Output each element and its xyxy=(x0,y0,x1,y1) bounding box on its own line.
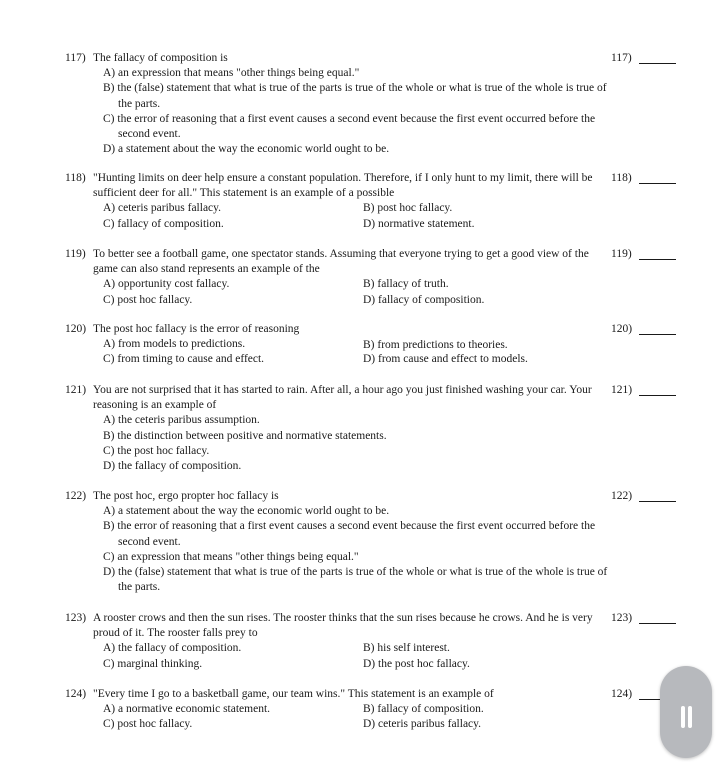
option-a: A) from models to predictions. xyxy=(103,338,246,351)
option-d: D) the post hoc fallacy. xyxy=(363,657,470,670)
option-b: B) the error of reasoning that a first event causes a second event because the first event occurred before the second event. xyxy=(103,520,596,548)
question-stem: You are not surprised that it has started to rain. After all, a hour ago you just finished washing your car. Your reasoning is an example of xyxy=(93,384,592,412)
option-a: A) the fallacy of composition. xyxy=(103,642,242,655)
option-a: A) the ceteris paribus assumption. xyxy=(103,414,260,427)
option-c: C) the error of reasoning that a first event causes a second event because the first event occurred before the second event. xyxy=(103,112,596,140)
answer-blank[interactable] xyxy=(639,63,676,64)
answer-blank[interactable] xyxy=(639,501,676,502)
option-d: D) the (false) statement that what is true of the parts is true of the whole or what is true of the whole is true of the parts. xyxy=(103,566,608,594)
option-c: C) post hoc fallacy. xyxy=(103,718,193,731)
answer-number: 124) xyxy=(611,688,633,700)
option-b: B) the (false) statement that what is true of the parts is true of the whole or what is true of the whole is true of the parts. xyxy=(103,82,607,110)
answer-number: 120) xyxy=(611,323,633,335)
answer-blank[interactable] xyxy=(639,259,676,260)
option-c: C) an expression that means "other things being equal." xyxy=(103,550,359,563)
option-a: A) an expression that means "other things being equal." xyxy=(103,67,360,80)
option-b: B) fallacy of composition. xyxy=(363,703,484,716)
question-number: 121) xyxy=(65,384,87,396)
option-a: A) a statement about the way the economic world ought to be. xyxy=(103,505,390,518)
option-d: D) a statement about the way the economic world ought to be. xyxy=(103,143,390,156)
answer-number: 123) xyxy=(611,612,633,624)
question-number: 123) xyxy=(65,612,87,624)
question-number: 120) xyxy=(65,323,87,335)
question-stem: "Hunting limits on deer help ensure a constant population. Therefore, if I only hunt to my limit, there will be sufficient deer for all." This statement is an example of a possible xyxy=(93,172,593,200)
question-stem: The fallacy of composition is xyxy=(93,52,228,64)
option-b: B) his self interest. xyxy=(363,642,450,655)
question-stem: The post hoc fallacy is the error of reasoning xyxy=(93,323,300,335)
answer-blank[interactable] xyxy=(639,623,676,624)
answer-number: 117) xyxy=(611,52,632,64)
scroll-handle[interactable] xyxy=(660,666,712,758)
option-d: D) from cause and effect to models. xyxy=(363,353,528,366)
option-a: A) opportunity cost fallacy. xyxy=(103,278,230,291)
answer-blank[interactable] xyxy=(639,183,676,184)
option-c: C) marginal thinking. xyxy=(103,657,203,670)
answer-number: 122) xyxy=(611,490,633,502)
answer-number: 121) xyxy=(611,384,633,396)
option-c: C) post hoc fallacy. xyxy=(103,293,193,306)
option-c: C) the post hoc fallacy. xyxy=(103,444,210,457)
option-d: D) ceteris paribus fallacy. xyxy=(363,718,482,731)
answer-number: 119) xyxy=(611,248,632,260)
question-number: 124) xyxy=(65,688,87,700)
question-number: 117) xyxy=(65,52,86,64)
question-number: 122) xyxy=(65,490,87,502)
question-stem: A rooster crows and then the sun rises. The rooster thinks that the sun rises because he crows. And he is very proud of it. The rooster falls prey to xyxy=(93,612,593,640)
answer-blank[interactable] xyxy=(639,334,676,335)
option-c: C) from timing to cause and effect. xyxy=(103,353,265,366)
answer-blank[interactable] xyxy=(639,395,676,396)
question-stem: "Every time I go to a basketball game, our team wins." This statement is an example of xyxy=(93,688,494,700)
option-d: D) normative statement. xyxy=(363,217,475,230)
option-b: B) fallacy of truth. xyxy=(363,278,449,291)
option-b: B) from predictions to theories. xyxy=(363,339,508,352)
question-number: 119) xyxy=(65,248,86,260)
option-a: A) ceteris paribus fallacy. xyxy=(103,202,222,215)
question-stem: To better see a football game, one spectator stands. Assuming that everyone trying to get a good view of the game can also stand represents an example of the xyxy=(93,248,589,276)
question-stem: The post hoc, ergo propter hoc fallacy is xyxy=(93,490,279,502)
option-b: B) the distinction between positive and normative statements. xyxy=(103,429,387,442)
option-d: D) the fallacy of composition. xyxy=(103,460,242,472)
question-number: 118) xyxy=(65,172,86,184)
option-b: B) post hoc fallacy. xyxy=(363,202,453,215)
option-a: A) a normative economic statement. xyxy=(103,703,271,716)
option-d: D) fallacy of composition. xyxy=(363,293,485,306)
answer-number: 118) xyxy=(611,172,632,184)
option-c: C) fallacy of composition. xyxy=(103,217,224,230)
